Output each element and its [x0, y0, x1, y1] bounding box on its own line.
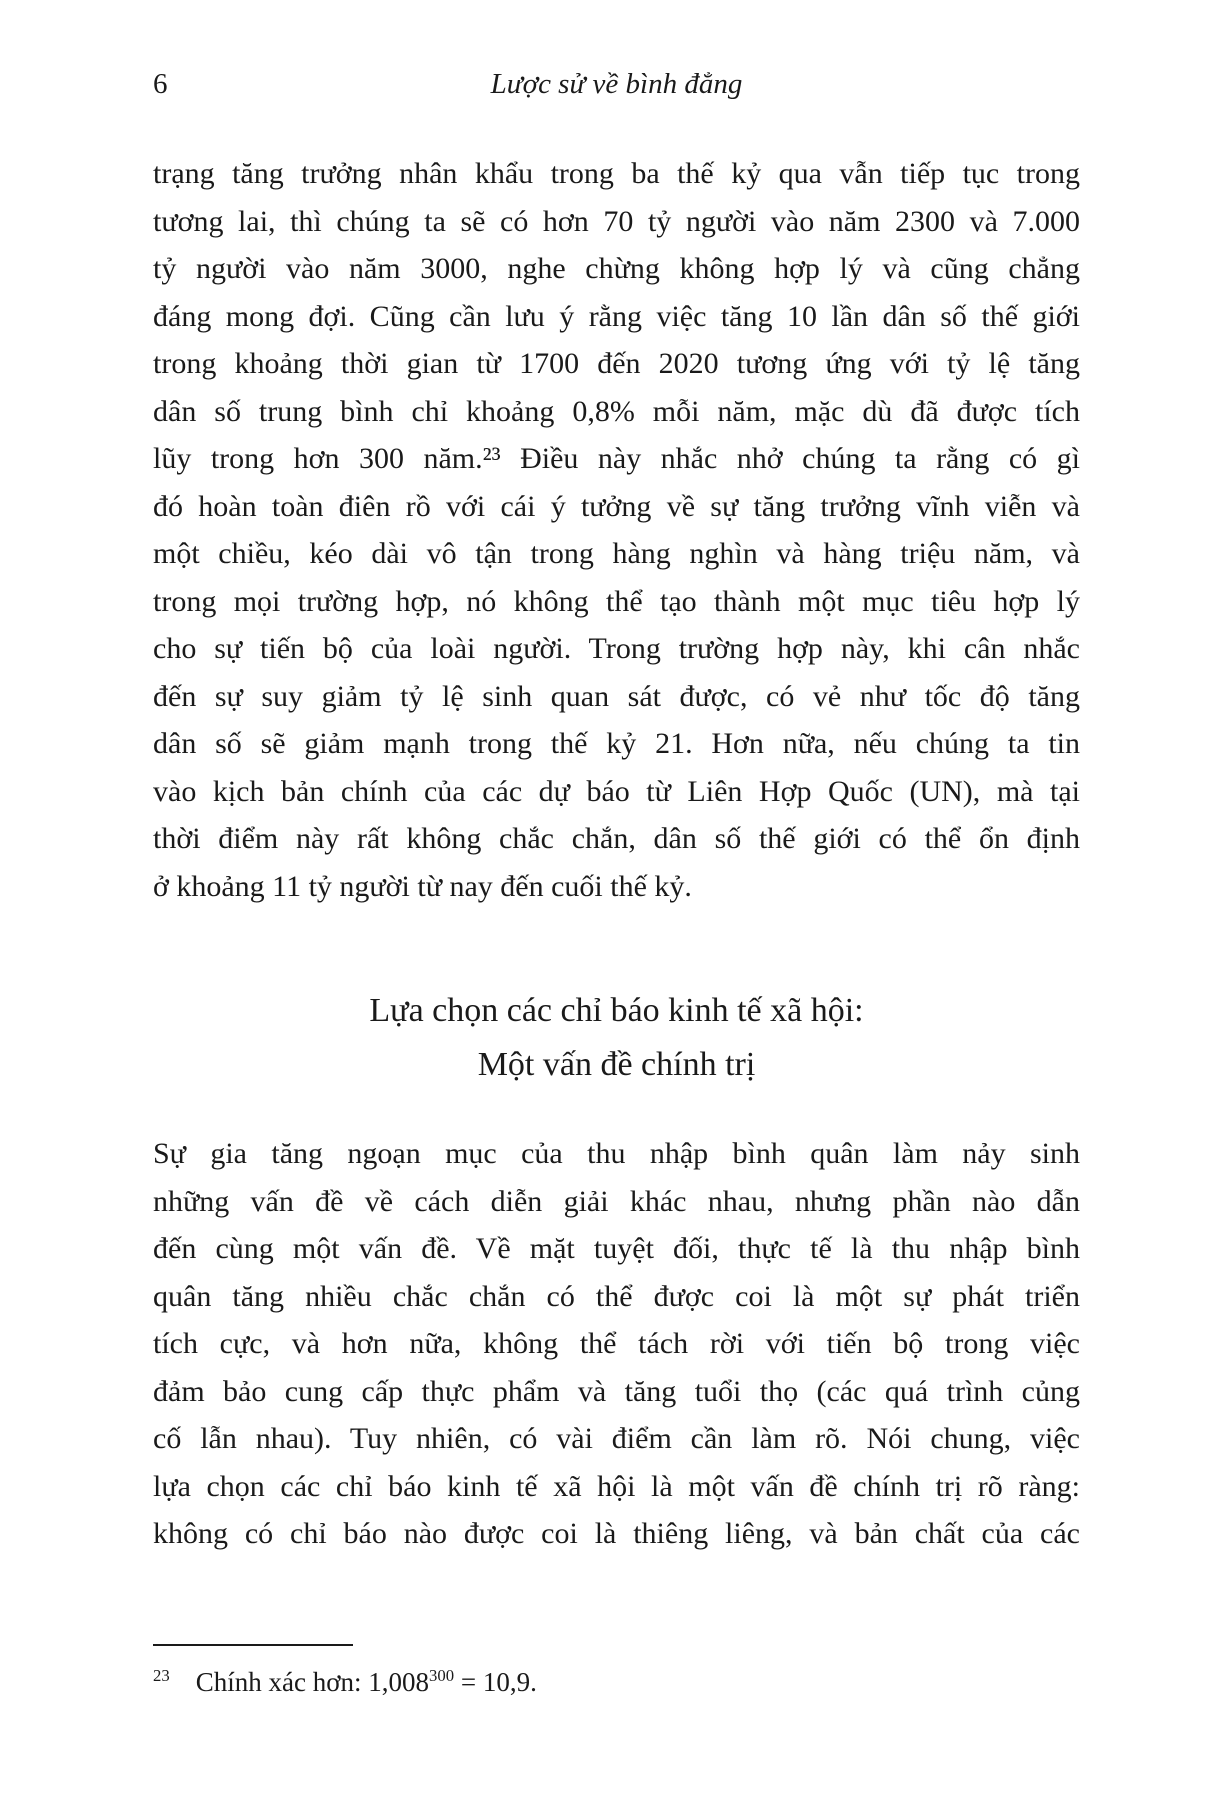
footnote-result: = 10,9.	[454, 1667, 537, 1697]
footnote-separator	[153, 1644, 353, 1646]
text-block	[153, 0, 1080, 1812]
text-line: tỷ người vào năm 3000, nghe chừng không hợp lý và cũng chẳng	[153, 252, 1080, 285]
section-heading-line2: Một vấn đề chính trị	[477, 1046, 756, 1083]
text-line: cố lẫn nhau). Tuy nhiên, có vài điểm cần làm rõ. Nói chung, việc	[153, 1422, 1080, 1455]
text-line: đó hoàn toàn điên rồ với cái ý tưởng về sự tăng trưởng vĩnh viễn và	[153, 489, 1080, 523]
footnote	[153, 1662, 1080, 1702]
section-heading-line1: Lựa chọn các chỉ báo kinh tế xã hội:	[369, 992, 864, 1029]
text-line: lựa chọn các chỉ báo kinh tế xã hội là một vấn đề chính trị rõ ràng:	[153, 1469, 1080, 1503]
text-line: đến cùng một vấn đề. Về mặt tuyệt đối, thực tế là thu nhập bình	[153, 1232, 1080, 1265]
text-line: tương lai, thì chúng ta sẽ có hơn 70 tỷ người vào năm 2300 và 7.000	[153, 204, 1080, 238]
text-line: trạng tăng trưởng nhân khẩu trong ba thế kỷ qua vẫn tiếp tục trong	[153, 157, 1080, 190]
text-line: những vấn đề về cách diễn giải khác nhau, nhưng phần nào dẫn	[153, 1184, 1080, 1218]
footnote-text: Chính xác hơn: 1,008	[195, 1667, 429, 1697]
text-line: dân số trung bình chỉ khoảng 0,8% mỗi năm, mặc dù đã được tích	[153, 394, 1080, 428]
text-line: trong mọi trường hợp, nó không thể tạo thành một mục tiêu hợp lý	[153, 584, 1080, 618]
text-line: Sự gia tăng ngoạn mục của thu nhập bình quân làm nảy sinh	[153, 1137, 1080, 1170]
text-line: thời điểm này rất không chắc chắn, dân số thế giới có thể ổn định	[153, 822, 1080, 855]
paragraph-2	[153, 1130, 1080, 1558]
text-line: tích cực, và hơn nữa, không thể tách rời với tiến bộ trong việc	[153, 1327, 1080, 1360]
text-line: lũy trong hơn 300 năm.²³ Điều này nhắc nhở chúng ta rằng có gì	[153, 442, 1080, 475]
text-line: vào kịch bản chính của các dự báo từ Liên Hợp Quốc (UN), mà tại	[153, 774, 1080, 808]
text-line: trong khoảng thời gian từ 1700 đến 2020 tương ứng với tỷ lệ tăng	[153, 347, 1080, 380]
text-line: không có chỉ báo nào được coi là thiêng liêng, và bản chất của các	[153, 1517, 1080, 1550]
text-line: dân số sẽ giảm mạnh trong thế kỷ 21. Hơn nữa, nếu chúng ta tin	[153, 727, 1080, 760]
running-title: Lược sử về bình đẳng	[490, 68, 743, 100]
text-line: cho sự tiến bộ của loài người. Trong trường hợp này, khi cân nhắc	[153, 632, 1080, 665]
text-line: quân tăng nhiều chắc chắn có thể được coi là một sự phát triển	[153, 1279, 1080, 1313]
text-line: đảm bảo cung cấp thực phẩm và tăng tuổi thọ (các quá trình củng	[153, 1374, 1080, 1408]
section-heading	[153, 984, 1080, 1092]
footnote-exponent: 300	[429, 1666, 455, 1685]
text-line: đến sự suy giảm tỷ lệ sinh quan sát được, có vẻ như tốc độ tăng	[153, 679, 1080, 713]
text-line: một chiều, kéo dài vô tận trong hàng nghìn và hàng triệu năm, và	[153, 537, 1080, 570]
text-line: ở khoảng 11 tỷ người từ nay đến cuối thế kỷ.	[153, 869, 692, 903]
footnote-marker: 23	[153, 1666, 170, 1685]
text-line: đáng mong đợi. Cũng cần lưu ý rằng việc tăng 10 lần dân số thế giới	[153, 299, 1080, 333]
paragraph-1	[153, 150, 1080, 910]
page-number: 6	[153, 68, 168, 100]
